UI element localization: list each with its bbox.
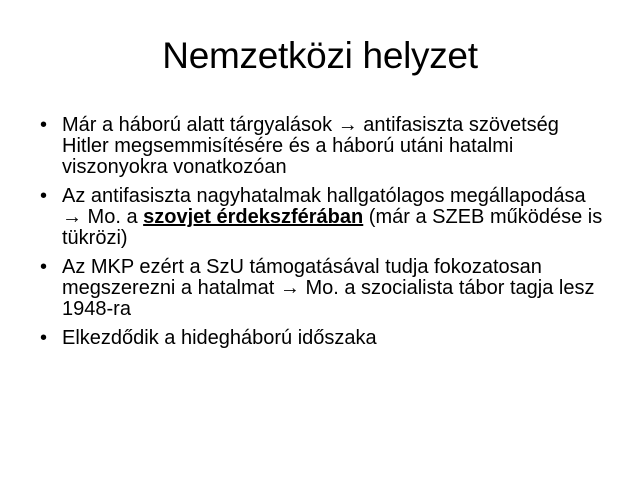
bullet-item: [38, 186, 608, 249]
bullet-list: [38, 115, 608, 357]
slide-title: Nemzetközi helyzet: [162, 35, 478, 76]
bullet-text-before: Az antifasiszta nagyhatalmak hallgatólagos megállapodása → Mo. a: [62, 185, 586, 228]
bullet-text: Már a háború alatt tárgyalások → antifasiszta szövetség Hitler megsemmisítésére és a háború utáni hatalmi viszonyokra vonatkozóan: [62, 114, 559, 178]
emphasized-term: szovjet érdekszférában: [143, 206, 364, 228]
bullet-text: [62, 185, 602, 249]
bullet-item: [38, 328, 608, 349]
bullet-marker: •: [40, 185, 48, 207]
bullet-marker: •: [40, 256, 48, 278]
bullet-marker: •: [40, 327, 48, 349]
bullet-marker: •: [40, 114, 48, 136]
bullet-text: Elkezdődik a hidegháború időszaka: [62, 327, 377, 349]
bullet-text: Az MKP ezért a SzU támogatásával tudja fokozatosan megszerezni a hatalmat → Mo. a szocialista tábor tagja lesz 1948-ra: [62, 256, 595, 320]
bullet-text-after: (már a SZEB működése is tükrözi): [62, 206, 603, 249]
bullet-item: [38, 257, 608, 320]
bullet-item: [38, 115, 608, 178]
